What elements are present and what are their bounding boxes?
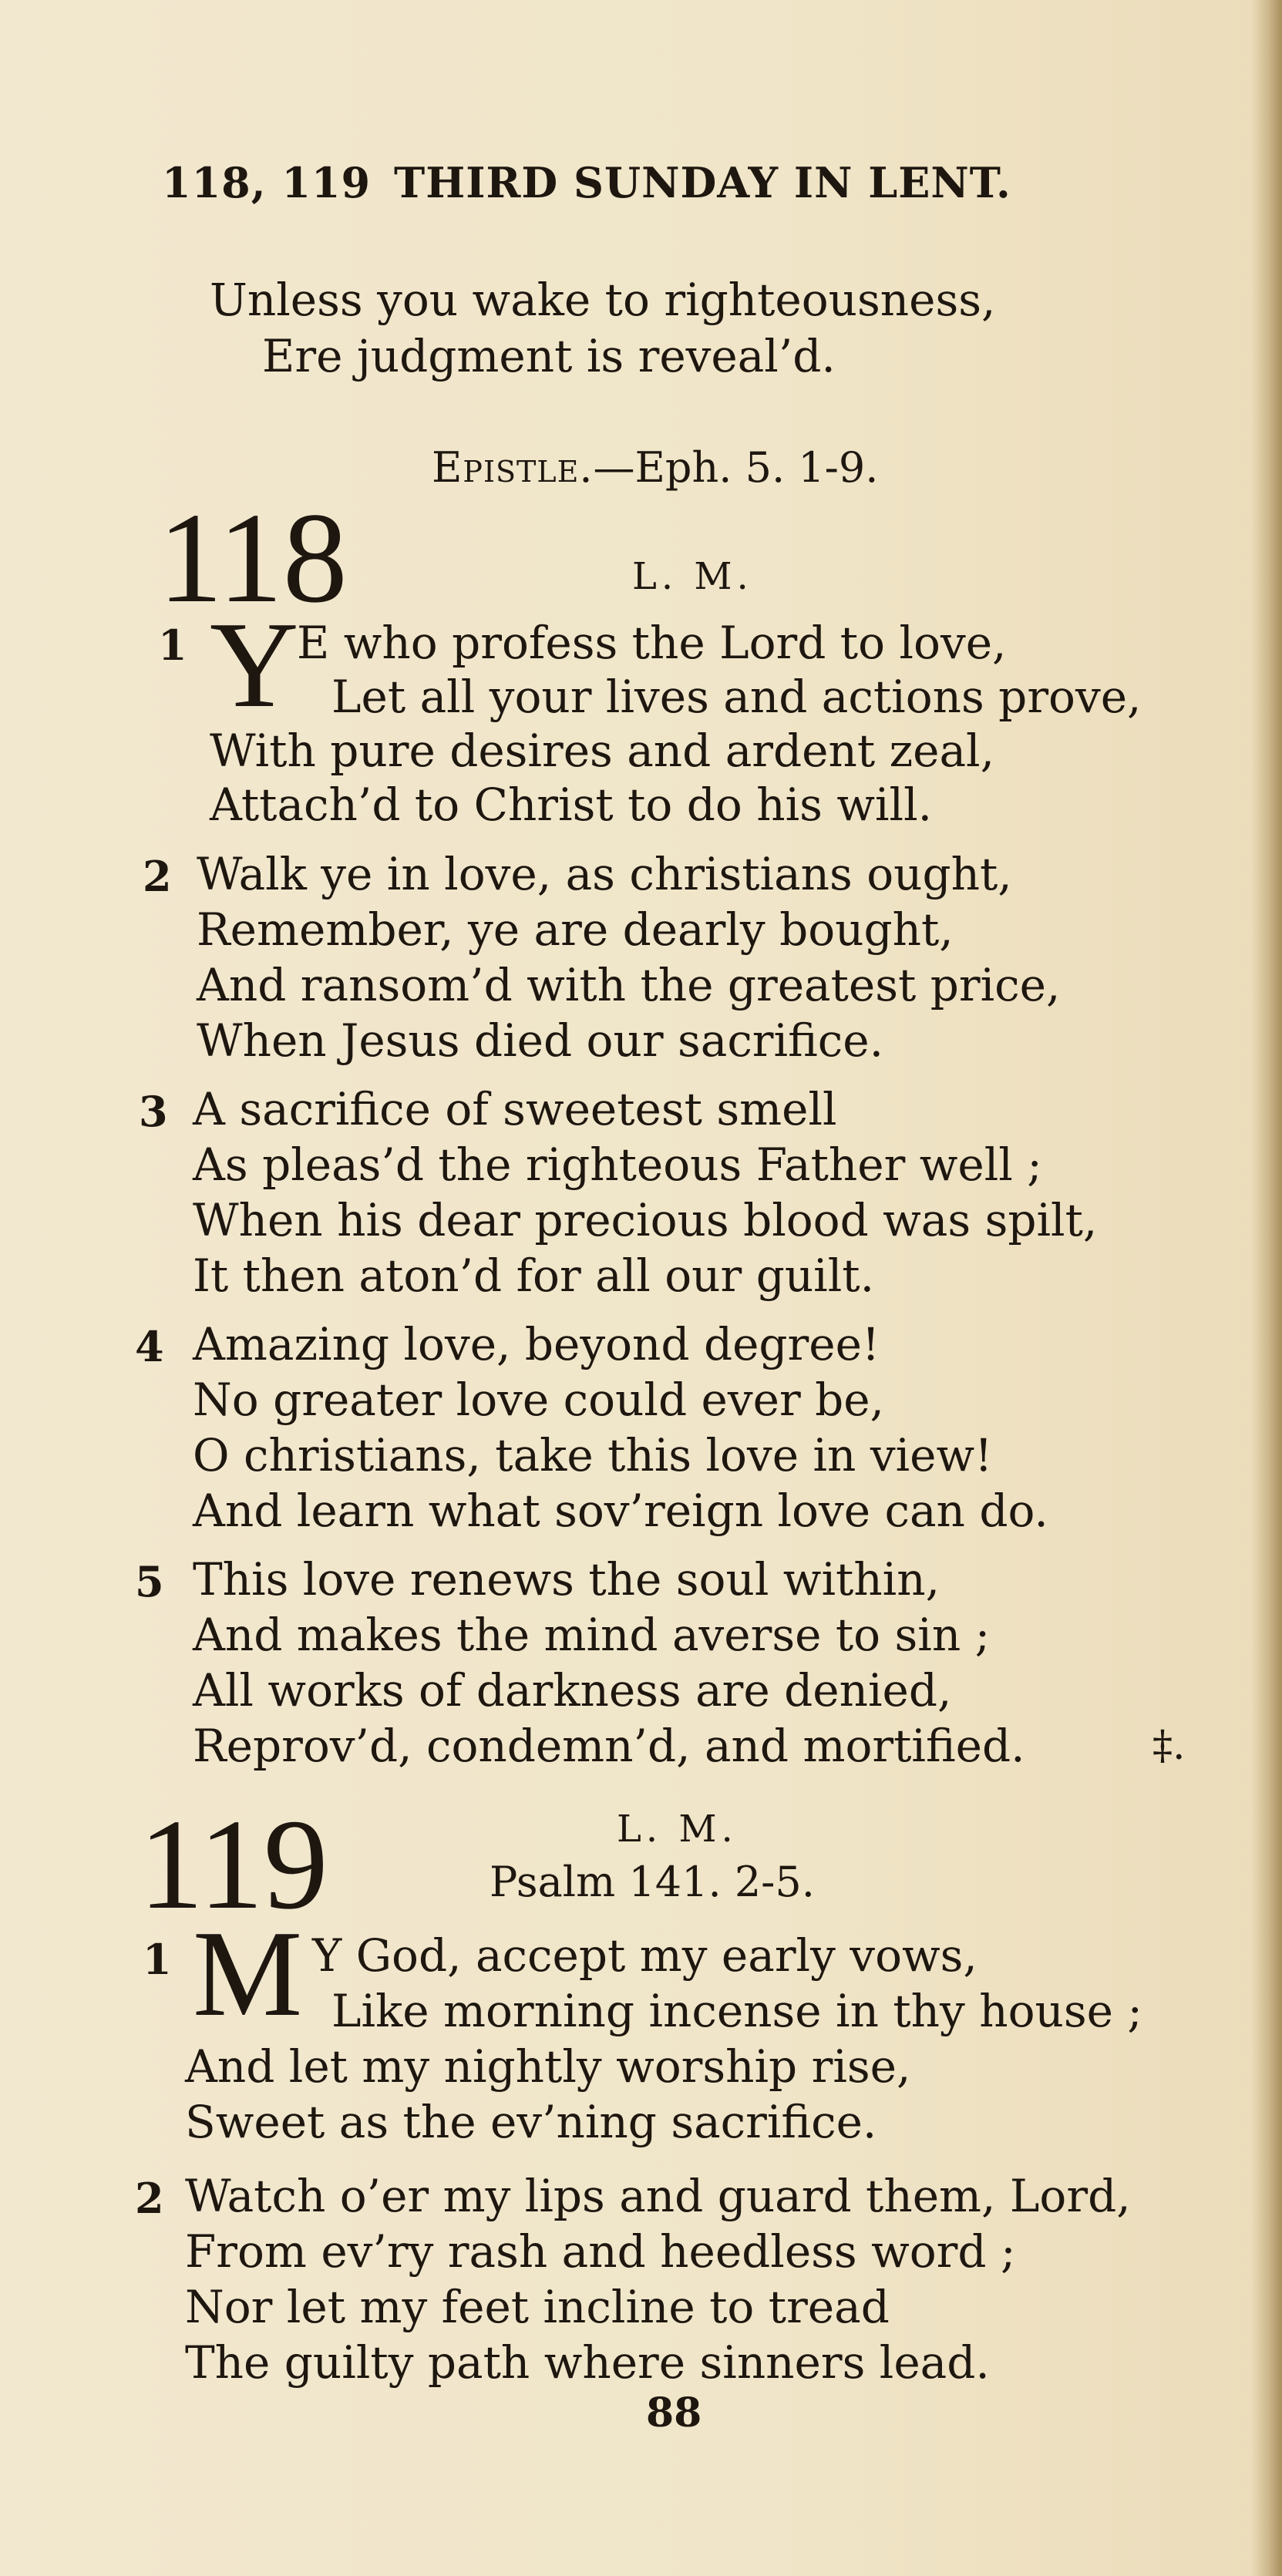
verse-line: Y God, accept my early vows,	[312, 1929, 977, 1982]
hymn-119-meter: L. M.	[617, 1808, 738, 1851]
verse-line: Reprov’d, condemn’d, and mortified.	[193, 1720, 1025, 1772]
verse-line: O christians, take this love in view!	[193, 1429, 993, 1481]
drop-cap: Y	[210, 596, 299, 733]
page-number: 88	[646, 2389, 702, 2436]
intro-line-2: Ere judgment is reveal’d.	[262, 330, 836, 382]
psalm-reference: Psalm 141. 2-5.	[490, 1858, 815, 1906]
epistle-label: Epistle.	[432, 443, 594, 492]
verse-number: 1	[158, 620, 187, 670]
verse-line: When Jesus died our sacrifice.	[197, 1014, 884, 1067]
verse-line: Sweet as the ev’ning sacrifice.	[185, 2096, 877, 2148]
running-header	[162, 158, 1011, 207]
hymn-number-118: 118	[158, 486, 348, 630]
epistle-ref: —Eph. 5. 1-9.	[593, 443, 879, 492]
end-mark: ‡.	[1152, 1723, 1186, 1769]
verse-line: Like morning incense in thy house ;	[331, 1985, 1142, 2037]
verse-line: This love renews the soul within,	[193, 1553, 940, 1606]
verse-number: 4	[135, 1322, 164, 1371]
intro-line-1: Unless you wake to righteousness,	[210, 274, 996, 326]
hymn-118-meter: L. M.	[632, 555, 753, 598]
verse-line: With pure desires and ardent zeal,	[210, 725, 995, 777]
epistle-reference	[432, 443, 878, 492]
verse-line: All works of darkness are denied,	[193, 1664, 952, 1717]
page-edge	[1251, 0, 1282, 2576]
hymn-number-119: 119	[139, 1793, 328, 1936]
header-page-numbers: 118, 119	[162, 158, 372, 207]
verse-line: Watch o’er my lips and guard them, Lord,	[185, 2170, 1131, 2222]
verse-line: Remember, ye are dearly bought,	[197, 903, 954, 956]
verse-number: 1	[143, 1935, 172, 1984]
verse-line: Nor let my feet incline to tread	[185, 2281, 890, 2333]
verse-line: As pleas’d the righteous Father well ;	[193, 1138, 1042, 1191]
verse-line: Amazing love, beyond degree!	[193, 1318, 880, 1370]
verse-line: And learn what sov’reign love can do.	[193, 1485, 1048, 1537]
verse-number: 2	[135, 2174, 164, 2223]
verse-line: And ransom’d with the greatest price,	[197, 959, 1061, 1011]
verse-line: From ev’ry rash and heedless word ;	[185, 2225, 1016, 2278]
verse-line: And makes the mind averse to sin ;	[193, 1609, 991, 1661]
verse-line: A sacrifice of sweetest smell	[193, 1083, 837, 1135]
verse-number: 5	[135, 1557, 164, 1606]
verse-line: When his dear precious blood was spilt,	[193, 1194, 1098, 1246]
header-title: THIRD SUNDAY IN LENT.	[394, 158, 1011, 207]
verse-line: E who profess the Lord to love,	[297, 617, 1007, 669]
verse-number: 3	[139, 1087, 168, 1136]
verse-line: It then aton’d for all our guilt.	[193, 1249, 875, 1302]
verse-line: No greater love could ever be,	[193, 1374, 884, 1426]
verse-number: 2	[143, 852, 172, 901]
verse-line: Walk ye in love, as christians ought,	[197, 848, 1012, 900]
verse-line: And let my nightly worship rise,	[185, 2040, 911, 2093]
verse-line: The guilty path where sinners lead.	[185, 2336, 990, 2389]
verse-line: Let all your lives and actions prove,	[331, 671, 1142, 723]
verse-line: Attach’d to Christ to do his will.	[210, 779, 933, 831]
drop-cap: M	[193, 1905, 303, 2042]
